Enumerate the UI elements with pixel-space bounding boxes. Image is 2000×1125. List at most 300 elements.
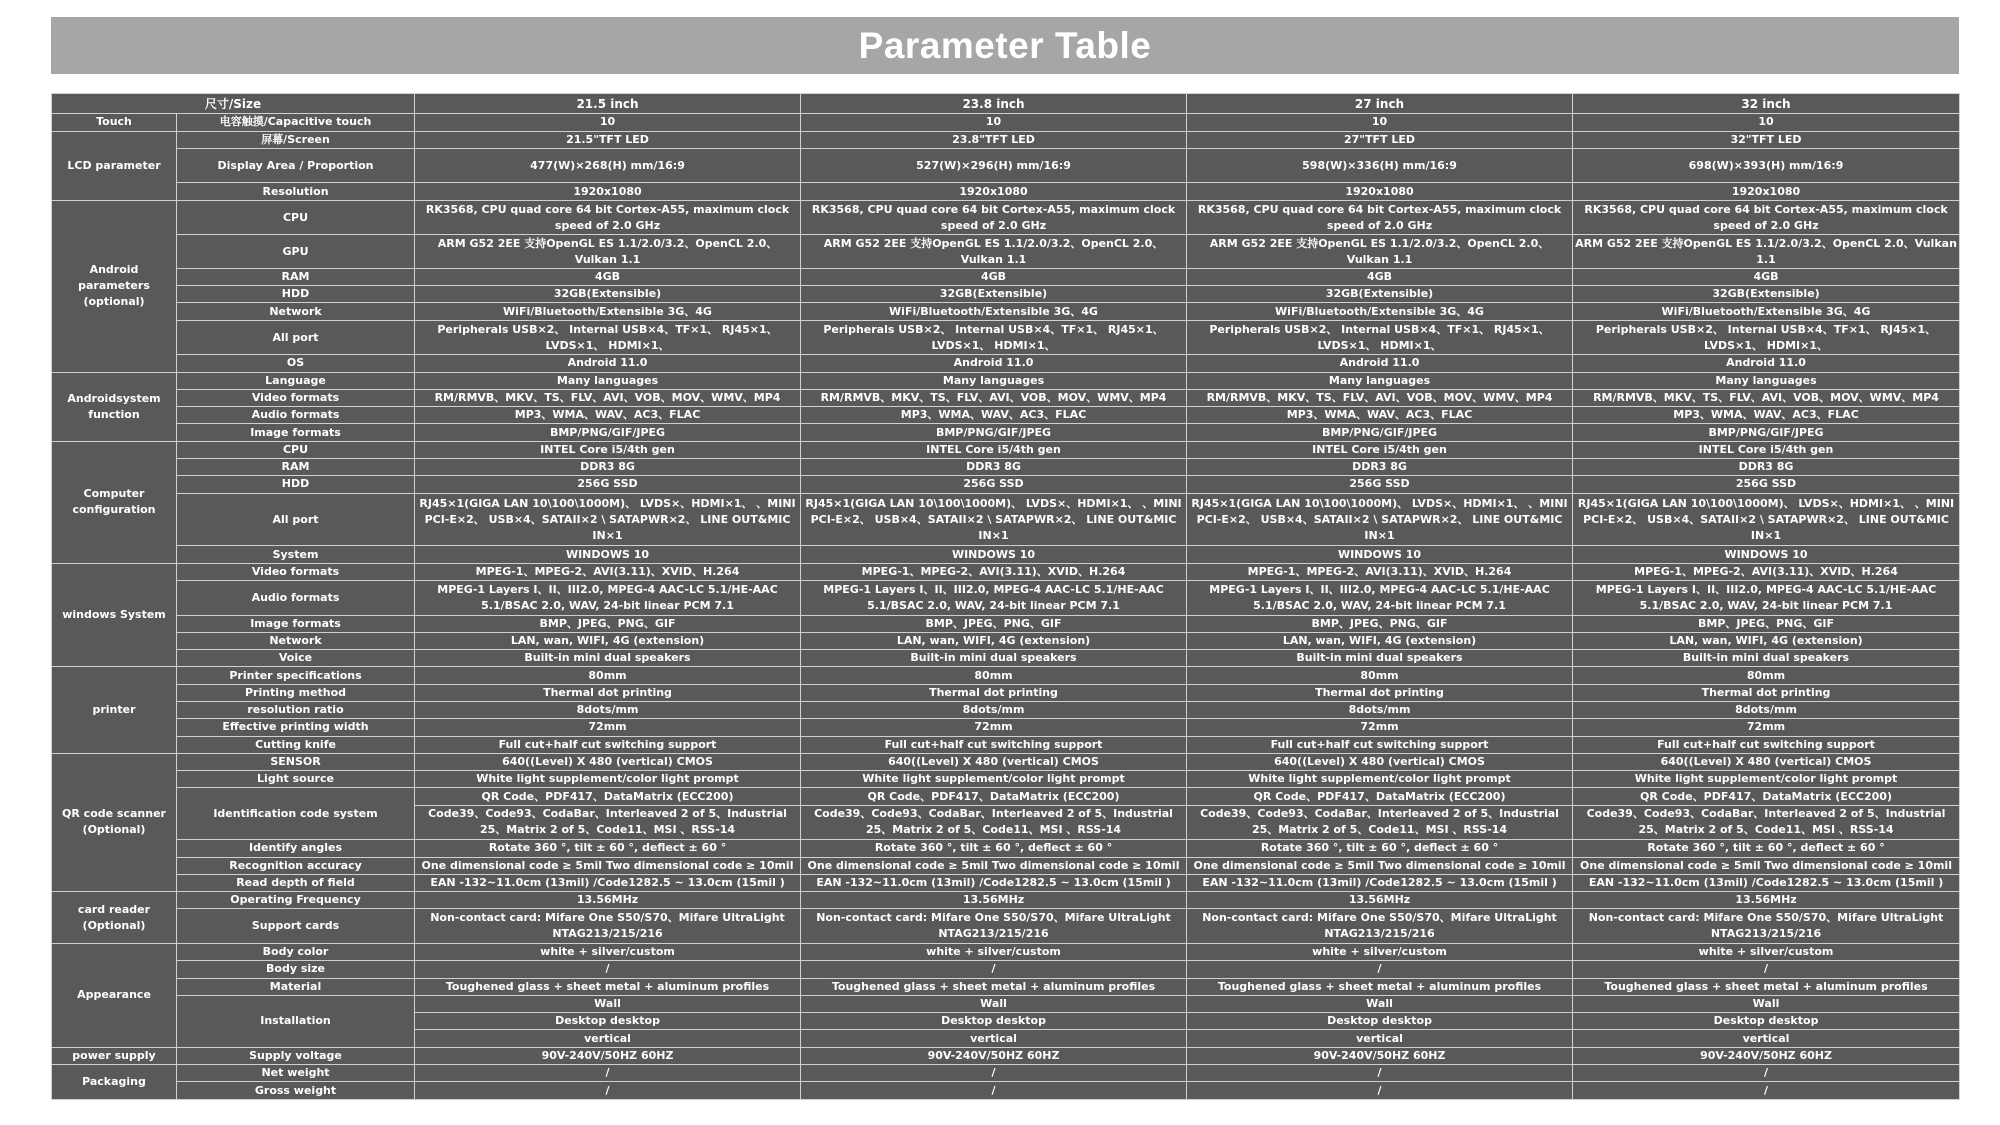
spec-value-cell: MPEG-1、MPEG-2、AVI(3.11)、XVID、H.264 [1187, 563, 1573, 580]
category-cell: printer [52, 667, 177, 753]
spec-value-cell: RM/RMVB、MKV、TS、FLV、AVI、VOB、MOV、WMV、MP4 [415, 389, 801, 406]
spec-value-cell: Built-in mini dual speakers [801, 650, 1187, 667]
spec-value-cell: Rotate 360 °, tilt ± 60 °, deflect ± 60 ° [1187, 840, 1573, 857]
table-row [52, 493, 1960, 546]
spec-value-cell: RM/RMVB、MKV、TS、FLV、AVI、VOB、MOV、WMV、MP4 [1187, 389, 1573, 406]
header-size-column: 27 inch [1187, 94, 1573, 114]
table-row [52, 131, 1960, 148]
spec-value-cell: Thermal dot printing [801, 684, 1187, 701]
table-row [52, 874, 1960, 891]
parameter-label: Cutting knife [177, 736, 415, 753]
spec-value-cell: Desktop desktop [801, 1013, 1187, 1030]
spec-value-cell: 256G SSD [801, 476, 1187, 493]
page-title: Parameter Table [858, 24, 1152, 66]
spec-value-cell: Toughened glass + sheet metal + aluminum profiles [1187, 978, 1573, 995]
spec-value-cell: / [415, 961, 801, 978]
spec-value-cell: 640((Level) X 480 (vertical) CMOS [1187, 753, 1573, 770]
spec-value-cell: ARM G52 2EE 支持OpenGL ES 1.1/2.0/3.2、OpenCL 2.0、Vulkan 1.1 [1187, 235, 1573, 269]
spec-value-cell: WiFi/Bluetooth/Extensible 3G、4G [1573, 303, 1960, 320]
spec-value-cell: 32GB(Extensible) [415, 286, 801, 303]
parameter-label: Installation [177, 995, 415, 1047]
spec-value-cell: One dimensional code ≥ 5mil Two dimensional code ≥ 10mil [1573, 857, 1960, 874]
table-row [52, 961, 1960, 978]
spec-value-cell: white + silver/custom [801, 943, 1187, 960]
spec-value-cell: DDR3 8G [1187, 459, 1573, 476]
spec-value-cell: 256G SSD [1573, 476, 1960, 493]
spec-value-cell: vertical [1187, 1030, 1573, 1047]
spec-value-cell: RK3568, CPU quad core 64 bit Cortex-A55, maximum clock speed of 2.0 GHz [415, 200, 801, 235]
table-row [52, 857, 1960, 874]
spec-value-cell: Toughened glass + sheet metal + aluminum profiles [1573, 978, 1960, 995]
spec-value-cell: / [1573, 961, 1960, 978]
table-row [52, 840, 1960, 857]
spec-value-cell: 80mm [801, 667, 1187, 684]
spec-value-cell: WiFi/Bluetooth/Extensible 3G、4G [1187, 303, 1573, 320]
spec-value-cell: 80mm [415, 667, 801, 684]
parameter-label: Voice [177, 650, 415, 667]
table-row [52, 286, 1960, 303]
spec-value-cell: LAN, wan, WIFI, 4G (extension) [801, 632, 1187, 649]
spec-value-cell: BMP、JPEG、PNG、GIF [1187, 615, 1573, 632]
spec-value-cell: BMP、JPEG、PNG、GIF [415, 615, 801, 632]
spec-value-cell: White light supplement/color light prompt [1187, 771, 1573, 788]
parameter-label: SENSOR [177, 753, 415, 770]
spec-value-cell: Code39、Code93、CodaBar、Interleaved 2 of 5、Industrial 25、Matrix 2 of 5、Code11、MSI 、RSS-14 [1187, 805, 1573, 840]
spec-value-cell: Toughened glass + sheet metal + aluminum profiles [415, 978, 801, 995]
spec-value-cell: / [415, 1064, 801, 1081]
spec-value-cell: EAN -132~11.0cm (13mil) /Code1282.5 ~ 13.0cm (15mil ) [1187, 874, 1573, 891]
spec-value-cell: 80mm [1573, 667, 1960, 684]
spec-value-cell: 1920x1080 [1573, 183, 1960, 200]
spec-value-cell: Rotate 360 °, tilt ± 60 °, deflect ± 60 ° [415, 840, 801, 857]
table-row [52, 114, 1960, 131]
spec-value-cell: EAN -132~11.0cm (13mil) /Code1282.5 ~ 13.0cm (15mil ) [801, 874, 1187, 891]
parameter-label: Support cards [177, 909, 415, 944]
spec-value-cell: 4GB [1573, 268, 1960, 285]
spec-value-cell: 8dots/mm [1187, 702, 1573, 719]
spec-value-cell: vertical [415, 1030, 801, 1047]
spec-value-cell: MP3、WMA、WAV、AC3、FLAC [801, 407, 1187, 424]
category-cell: windows System [52, 563, 177, 667]
header-size-column: 21.5 inch [415, 94, 801, 114]
spec-value-cell: Wall [1573, 995, 1960, 1012]
spec-value-cell: Android 11.0 [415, 355, 801, 372]
spec-value-cell: Peripherals USB×2、 Internal USB×4、TF×1、 RJ45×1、 LVDS×1、 HDMI×1、 [1573, 320, 1960, 355]
spec-value-cell: INTEL Core i5/4th gen [415, 441, 801, 458]
spec-value-cell: Toughened glass + sheet metal + aluminum profiles [801, 978, 1187, 995]
spec-value-cell: 4GB [415, 268, 801, 285]
table-row [52, 563, 1960, 580]
spec-value-cell: QR Code、PDF417、DataMatrix (ECC200) [1187, 788, 1573, 805]
parameter-label: All port [177, 320, 415, 355]
parameter-label: Network [177, 632, 415, 649]
category-cell: Packaging [52, 1064, 177, 1099]
table-row [52, 632, 1960, 649]
spec-value-cell: RK3568, CPU quad core 64 bit Cortex-A55, maximum clock speed of 2.0 GHz [1573, 200, 1960, 235]
spec-value-cell: MPEG-1 Layers I、II、III2.0, MPEG-4 AAC-LC 5.1/HE-AAC 5.1/BSAC 2.0, WAV, 24-bit linear PCM 7.1 [1573, 581, 1960, 616]
parameter-label: Light source [177, 771, 415, 788]
spec-value-cell: MPEG-1、MPEG-2、AVI(3.11)、XVID、H.264 [801, 563, 1187, 580]
spec-value-cell: BMP/PNG/GIF/JPEG [415, 424, 801, 441]
spec-value-cell: Desktop desktop [1573, 1013, 1960, 1030]
spec-value-cell: Full cut+half cut switching support [801, 736, 1187, 753]
spec-value-cell: 477(W)×268(H) mm/16:9 [415, 148, 801, 183]
parameter-label: OS [177, 355, 415, 372]
table-row [52, 753, 1960, 770]
table-row [52, 788, 1960, 805]
spec-value-cell: 698(W)×393(H) mm/16:9 [1573, 148, 1960, 183]
spec-value-cell: 13.56MHz [801, 892, 1187, 909]
parameter-label: Gross weight [177, 1082, 415, 1100]
table-row [52, 303, 1960, 320]
spec-value-cell: white + silver/custom [415, 943, 801, 960]
table-row [52, 424, 1960, 441]
category-cell: Computer configuration [52, 441, 177, 563]
table-row [52, 476, 1960, 493]
header-size-column: 32 inch [1573, 94, 1960, 114]
parameter-label: Network [177, 303, 415, 320]
spec-value-cell: White light supplement/color light prompt [1573, 771, 1960, 788]
spec-value-cell: DDR3 8G [415, 459, 801, 476]
table-row [52, 1082, 1960, 1100]
spec-value-cell: WINDOWS 10 [1573, 546, 1960, 563]
parameter-label: Video formats [177, 389, 415, 406]
spec-value-cell: Many languages [801, 372, 1187, 389]
spec-value-cell: 256G SSD [1187, 476, 1573, 493]
spec-value-cell: Non-contact card: Mifare One S50/S70、Mifare UltraLight NTAG213/215/216 [415, 909, 801, 944]
spec-value-cell: Code39、Code93、CodaBar、Interleaved 2 of 5、Industrial 25、Matrix 2 of 5、Code11、MSI 、RSS-14 [415, 805, 801, 840]
spec-value-cell: Code39、Code93、CodaBar、Interleaved 2 of 5、Industrial 25、Matrix 2 of 5、Code11、MSI 、RSS-14 [1573, 805, 1960, 840]
spec-value-cell: 72mm [801, 719, 1187, 736]
spec-value-cell: MPEG-1、MPEG-2、AVI(3.11)、XVID、H.264 [1573, 563, 1960, 580]
spec-value-cell: 32"TFT LED [1573, 131, 1960, 148]
spec-value-cell: 256G SSD [415, 476, 801, 493]
spec-value-cell: MP3、WMA、WAV、AC3、FLAC [415, 407, 801, 424]
header-size-column: 23.8 inch [801, 94, 1187, 114]
parameter-label: 屏幕/Screen [177, 131, 415, 148]
parameter-label: Net weight [177, 1064, 415, 1081]
spec-value-cell: white + silver/custom [1573, 943, 1960, 960]
spec-value-cell: 8dots/mm [1573, 702, 1960, 719]
spec-value-cell: 4GB [801, 268, 1187, 285]
spec-value-cell: BMP/PNG/GIF/JPEG [801, 424, 1187, 441]
spec-value-cell: Code39、Code93、CodaBar、Interleaved 2 of 5、Industrial 25、Matrix 2 of 5、Code11、MSI 、RSS-14 [801, 805, 1187, 840]
spec-value-cell: Full cut+half cut switching support [1187, 736, 1573, 753]
parameter-label: CPU [177, 200, 415, 235]
spec-value-cell: 72mm [415, 719, 801, 736]
category-cell: power supply [52, 1047, 177, 1064]
parameter-label: Audio formats [177, 581, 415, 616]
table-row [52, 235, 1960, 269]
spec-value-cell: 32GB(Extensible) [1187, 286, 1573, 303]
spec-value-cell: RM/RMVB、MKV、TS、FLV、AVI、VOB、MOV、WMV、MP4 [1573, 389, 1960, 406]
spec-value-cell: DDR3 8G [801, 459, 1187, 476]
parameter-label: Material [177, 978, 415, 995]
spec-value-cell: RJ45×1(GIGA LAN 10\100\1000M)、 LVDS×、HDMI×1、 、MINI PCI-E×2、 USB×4、SATAII×2 \ SATAPWR×2、 LINE OUT&MIC IN×1 [1187, 493, 1573, 546]
spec-value-cell: BMP、JPEG、PNG、GIF [1573, 615, 1960, 632]
spec-value-cell: 527(W)×296(H) mm/16:9 [801, 148, 1187, 183]
spec-value-cell: DDR3 8G [1573, 459, 1960, 476]
category-cell: Android parameters (optional) [52, 200, 177, 372]
spec-value-cell: 72mm [1573, 719, 1960, 736]
spec-value-cell: white + silver/custom [1187, 943, 1573, 960]
spec-value-cell: Built-in mini dual speakers [1573, 650, 1960, 667]
table-row [52, 684, 1960, 701]
spec-value-cell: Wall [415, 995, 801, 1012]
parameter-label: Printing method [177, 684, 415, 701]
spec-value-cell: LAN, wan, WIFI, 4G (extension) [1187, 632, 1573, 649]
spec-value-cell: / [801, 961, 1187, 978]
spec-value-cell: 32GB(Extensible) [801, 286, 1187, 303]
spec-value-cell: 640((Level) X 480 (vertical) CMOS [415, 753, 801, 770]
spec-value-cell: 72mm [1187, 719, 1573, 736]
table-header-row [52, 94, 1960, 114]
table-row [52, 546, 1960, 563]
spec-value-cell: / [801, 1064, 1187, 1081]
parameter-label: Resolution [177, 183, 415, 200]
spec-value-cell: 23.8"TFT LED [801, 131, 1187, 148]
table-row [52, 719, 1960, 736]
spec-value-cell: INTEL Core i5/4th gen [1573, 441, 1960, 458]
table-row [52, 650, 1960, 667]
spec-value-cell: RK3568, CPU quad core 64 bit Cortex-A55, maximum clock speed of 2.0 GHz [1187, 200, 1573, 235]
spec-value-cell: 13.56MHz [1187, 892, 1573, 909]
spec-value-cell: 1920x1080 [415, 183, 801, 200]
spec-value-cell: Built-in mini dual speakers [1187, 650, 1573, 667]
spec-value-cell: INTEL Core i5/4th gen [1187, 441, 1573, 458]
spec-value-cell: BMP、JPEG、PNG、GIF [801, 615, 1187, 632]
spec-value-cell: Desktop desktop [415, 1013, 801, 1030]
spec-value-cell: BMP/PNG/GIF/JPEG [1187, 424, 1573, 441]
spec-value-cell: White light supplement/color light prompt [801, 771, 1187, 788]
spec-value-cell: BMP/PNG/GIF/JPEG [1573, 424, 1960, 441]
parameter-label: CPU [177, 441, 415, 458]
spec-value-cell: WINDOWS 10 [1187, 546, 1573, 563]
table-row [52, 978, 1960, 995]
spec-value-cell: MP3、WMA、WAV、AC3、FLAC [1573, 407, 1960, 424]
category-cell: QR code scanner (Optional) [52, 753, 177, 891]
spec-value-cell: 640((Level) X 480 (vertical) CMOS [801, 753, 1187, 770]
table-row [52, 771, 1960, 788]
spec-value-cell: vertical [1573, 1030, 1960, 1047]
spec-value-cell: WINDOWS 10 [801, 546, 1187, 563]
spec-value-cell: Many languages [1187, 372, 1573, 389]
spec-value-cell: Peripherals USB×2、 Internal USB×4、TF×1、 RJ45×1、 LVDS×1、 HDMI×1、 [1187, 320, 1573, 355]
parameter-label: Display Area / Proportion [177, 148, 415, 183]
spec-value-cell: 1920x1080 [801, 183, 1187, 200]
parameter-label: RAM [177, 268, 415, 285]
table-row [52, 407, 1960, 424]
parameter-label: System [177, 546, 415, 563]
table-row [52, 389, 1960, 406]
table-row [52, 148, 1960, 183]
parameter-label: Effective printing width [177, 719, 415, 736]
parameter-label: Operating Frequency [177, 892, 415, 909]
spec-value-cell: 8dots/mm [801, 702, 1187, 719]
spec-value-cell: One dimensional code ≥ 5mil Two dimensional code ≥ 10mil [801, 857, 1187, 874]
spec-value-cell: MP3、WMA、WAV、AC3、FLAC [1187, 407, 1573, 424]
parameter-label: Image formats [177, 424, 415, 441]
parameter-label: Body color [177, 943, 415, 960]
parameter-label: Video formats [177, 563, 415, 580]
spec-value-cell: Peripherals USB×2、 Internal USB×4、TF×1、 RJ45×1、 LVDS×1、 HDMI×1、 [801, 320, 1187, 355]
table-row [52, 615, 1960, 632]
table-row [52, 581, 1960, 616]
spec-value-cell: MPEG-1、MPEG-2、AVI(3.11)、XVID、H.264 [415, 563, 801, 580]
spec-value-cell: RJ45×1(GIGA LAN 10\100\1000M)、 LVDS×、HDMI×1、 、MINI PCI-E×2、 USB×4、SATAII×2 \ SATAPWR×2、 LINE OUT&MIC IN×1 [415, 493, 801, 546]
spec-value-cell: Many languages [1573, 372, 1960, 389]
parameter-label: Image formats [177, 615, 415, 632]
parameter-label: HDD [177, 476, 415, 493]
spec-value-cell: 598(W)×336(H) mm/16:9 [1187, 148, 1573, 183]
parameter-label: HDD [177, 286, 415, 303]
table-row [52, 183, 1960, 200]
table-row [52, 667, 1960, 684]
spec-value-cell: Desktop desktop [1187, 1013, 1573, 1030]
spec-value-cell: WiFi/Bluetooth/Extensible 3G、4G [415, 303, 801, 320]
table-row [52, 943, 1960, 960]
spec-value-cell: / [801, 1082, 1187, 1100]
spec-value-cell: Built-in mini dual speakers [415, 650, 801, 667]
spec-value-cell: 1920x1080 [1187, 183, 1573, 200]
table-row [52, 268, 1960, 285]
spec-value-cell: QR Code、PDF417、DataMatrix (ECC200) [1573, 788, 1960, 805]
parameter-label: Body size [177, 961, 415, 978]
table-row [52, 200, 1960, 235]
parameter-table [51, 93, 1960, 1100]
spec-value-cell: ARM G52 2EE 支持OpenGL ES 1.1/2.0/3.2、OpenCL 2.0、Vulkan 1.1 [801, 235, 1187, 269]
spec-value-cell: 4GB [1187, 268, 1573, 285]
spec-value-cell: Android 11.0 [1187, 355, 1573, 372]
spec-value-cell: / [1187, 1082, 1573, 1100]
spec-value-cell: Many languages [415, 372, 801, 389]
spec-value-cell: 21.5"TFT LED [415, 131, 801, 148]
parameter-label: GPU [177, 235, 415, 269]
spec-value-cell: 13.56MHz [415, 892, 801, 909]
spec-value-cell: / [1573, 1082, 1960, 1100]
spec-value-cell: LAN, wan, WIFI, 4G (extension) [1573, 632, 1960, 649]
table-row [52, 892, 1960, 909]
header-size-cell: 尺寸/Size [52, 94, 415, 114]
spec-value-cell: 90V-240V/50HZ 60HZ [1573, 1047, 1960, 1064]
parameter-label: Read depth of field [177, 874, 415, 891]
spec-value-cell: Full cut+half cut switching support [415, 736, 801, 753]
spec-value-cell: MPEG-1 Layers I、II、III2.0, MPEG-4 AAC-LC 5.1/HE-AAC 5.1/BSAC 2.0, WAV, 24-bit linear PCM 7.1 [801, 581, 1187, 616]
spec-value-cell: 8dots/mm [415, 702, 801, 719]
spec-value-cell: 90V-240V/50HZ 60HZ [801, 1047, 1187, 1064]
spec-value-cell: MPEG-1 Layers I、II、III2.0, MPEG-4 AAC-LC 5.1/HE-AAC 5.1/BSAC 2.0, WAV, 24-bit linear PCM 7.1 [415, 581, 801, 616]
spec-value-cell: 27"TFT LED [1187, 131, 1573, 148]
spec-value-cell: Non-contact card: Mifare One S50/S70、Mifare UltraLight NTAG213/215/216 [1187, 909, 1573, 944]
spec-value-cell: Non-contact card: Mifare One S50/S70、Mifare UltraLight NTAG213/215/216 [801, 909, 1187, 944]
spec-value-cell: One dimensional code ≥ 5mil Two dimensional code ≥ 10mil [415, 857, 801, 874]
parameter-label: RAM [177, 459, 415, 476]
spec-value-cell: 80mm [1187, 667, 1573, 684]
table-row [52, 320, 1960, 355]
spec-value-cell: Android 11.0 [801, 355, 1187, 372]
spec-value-cell: Rotate 360 °, tilt ± 60 °, deflect ± 60 ° [1573, 840, 1960, 857]
spec-value-cell: WiFi/Bluetooth/Extensible 3G、4G [801, 303, 1187, 320]
spec-value-cell: Thermal dot printing [1187, 684, 1573, 701]
table-row [52, 1047, 1960, 1064]
parameter-label: Recognition accuracy [177, 857, 415, 874]
spec-value-cell: Android 11.0 [1573, 355, 1960, 372]
table-row [52, 441, 1960, 458]
spec-value-cell: LAN, wan, WIFI, 4G (extension) [415, 632, 801, 649]
spec-value-cell: Wall [1187, 995, 1573, 1012]
spec-value-cell: Full cut+half cut switching support [1573, 736, 1960, 753]
spec-value-cell: RJ45×1(GIGA LAN 10\100\1000M)、 LVDS×、HDMI×1、 、MINI PCI-E×2、 USB×4、SATAII×2 \ SATAPWR×2、 LINE OUT&MIC IN×1 [1573, 493, 1960, 546]
spec-value-cell: 13.56MHz [1573, 892, 1960, 909]
spec-value-cell: vertical [801, 1030, 1187, 1047]
parameter-label: All port [177, 493, 415, 546]
table-row [52, 702, 1960, 719]
table-row [52, 736, 1960, 753]
parameter-label: Identify angles [177, 840, 415, 857]
table-row [52, 909, 1960, 944]
table-row [52, 372, 1960, 389]
spec-value-cell: ARM G52 2EE 支持OpenGL ES 1.1/2.0/3.2、OpenCL 2.0、Vulkan 1.1 [1573, 235, 1960, 269]
category-cell: Touch [52, 114, 177, 131]
spec-value-cell: MPEG-1 Layers I、II、III2.0, MPEG-4 AAC-LC 5.1/HE-AAC 5.1/BSAC 2.0, WAV, 24-bit linear PCM 7.1 [1187, 581, 1573, 616]
spec-value-cell: / [1573, 1064, 1960, 1081]
parameter-label: Supply voltage [177, 1047, 415, 1064]
spec-value-cell: RM/RMVB、MKV、TS、FLV、AVI、VOB、MOV、WMV、MP4 [801, 389, 1187, 406]
spec-value-cell: QR Code、PDF417、DataMatrix (ECC200) [801, 788, 1187, 805]
parameter-label: Printer specifications [177, 667, 415, 684]
parameter-label: resolution ratio [177, 702, 415, 719]
parameter-label: Identification code system [177, 788, 415, 840]
spec-value-cell: EAN -132~11.0cm (13mil) /Code1282.5 ~ 13.0cm (15mil ) [415, 874, 801, 891]
spec-value-cell: WINDOWS 10 [415, 546, 801, 563]
table-row [52, 1064, 1960, 1081]
spec-value-cell: Wall [801, 995, 1187, 1012]
spec-value-cell: White light supplement/color light prompt [415, 771, 801, 788]
spec-value-cell: 10 [1187, 114, 1573, 131]
spec-value-cell: / [415, 1082, 801, 1100]
table-row [52, 995, 1960, 1012]
spec-value-cell: QR Code、PDF417、DataMatrix (ECC200) [415, 788, 801, 805]
title-bar [51, 17, 1959, 74]
spec-value-cell: 32GB(Extensible) [1573, 286, 1960, 303]
spec-value-cell: EAN -132~11.0cm (13mil) /Code1282.5 ~ 13.0cm (15mil ) [1573, 874, 1960, 891]
spec-value-cell: INTEL Core i5/4th gen [801, 441, 1187, 458]
spec-value-cell: RK3568, CPU quad core 64 bit Cortex-A55, maximum clock speed of 2.0 GHz [801, 200, 1187, 235]
table-row [52, 459, 1960, 476]
spec-value-cell: RJ45×1(GIGA LAN 10\100\1000M)、 LVDS×、HDMI×1、 、MINI PCI-E×2、 USB×4、SATAII×2 \ SATAPWR×2、 LINE OUT&MIC IN×1 [801, 493, 1187, 546]
spec-value-cell: / [1187, 961, 1573, 978]
spec-value-cell: One dimensional code ≥ 5mil Two dimensional code ≥ 10mil [1187, 857, 1573, 874]
parameter-label: Language [177, 372, 415, 389]
spec-value-cell: Thermal dot printing [415, 684, 801, 701]
category-cell: LCD parameter [52, 131, 177, 200]
table-row [52, 355, 1960, 372]
spec-value-cell: 10 [801, 114, 1187, 131]
spec-value-cell: Non-contact card: Mifare One S50/S70、Mifare UltraLight NTAG213/215/216 [1573, 909, 1960, 944]
spec-value-cell: 10 [1573, 114, 1960, 131]
spec-value-cell: ARM G52 2EE 支持OpenGL ES 1.1/2.0/3.2、OpenCL 2.0、Vulkan 1.1 [415, 235, 801, 269]
category-cell: Appearance [52, 943, 177, 1047]
spec-value-cell: Rotate 360 °, tilt ± 60 °, deflect ± 60 ° [801, 840, 1187, 857]
category-cell: Androidsystem function [52, 372, 177, 441]
spec-value-cell: 90V-240V/50HZ 60HZ [415, 1047, 801, 1064]
spec-value-cell: 10 [415, 114, 801, 131]
parameter-label: 电容触摸/Capacitive touch [177, 114, 415, 131]
spec-value-cell: 90V-240V/50HZ 60HZ [1187, 1047, 1573, 1064]
spec-value-cell: 640((Level) X 480 (vertical) CMOS [1573, 753, 1960, 770]
category-cell: card reader (Optional) [52, 892, 177, 944]
spec-value-cell: Thermal dot printing [1573, 684, 1960, 701]
